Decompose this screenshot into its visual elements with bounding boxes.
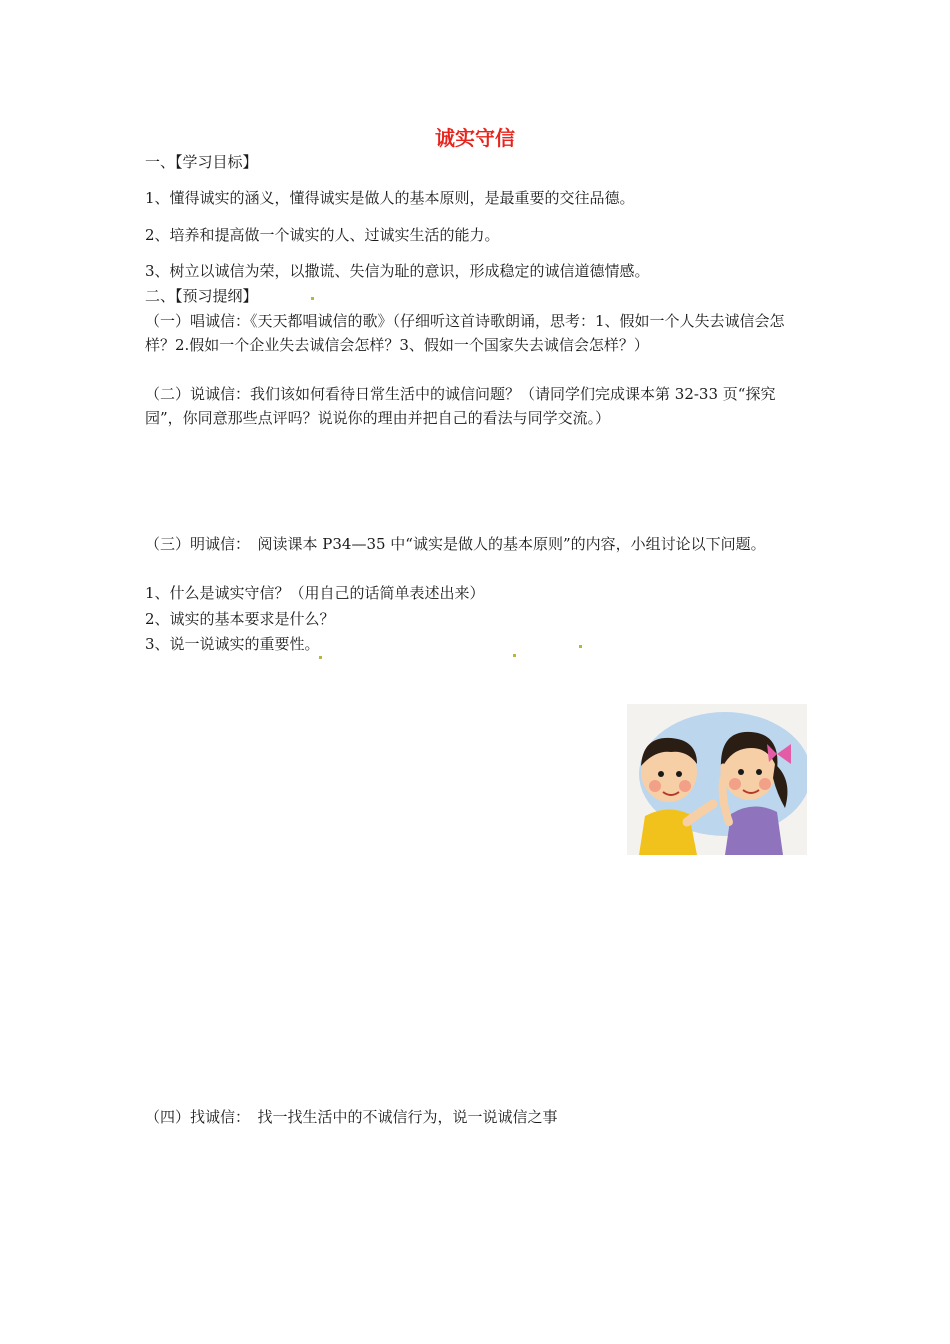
question-3: 3、说一说诚实的重要性。: [145, 635, 320, 653]
section1-heading: 一、【学习目标】: [145, 153, 258, 171]
part3-text: （三）明诚信： 阅读课本 P34—35 中“诚实是做人的基本原则”的内容，小组讨论以下问题。: [145, 535, 766, 553]
children-illustration: [627, 704, 807, 855]
question-1: 1、什么是诚实守信？（用自己的话简单表述出来）: [145, 584, 485, 602]
goal-item-2: 2、培养和提高做一个诚实的人、过诚实生活的能力。: [145, 226, 500, 244]
decor-dot: [319, 656, 322, 659]
page-title: 诚实守信: [435, 126, 515, 150]
goal-item-3: 3、树立以诚信为荣，以撒谎、失信为耻的意识，形成稳定的诚信道德情感。: [145, 262, 650, 280]
part2-text: （二）说诚信：我们该如何看待日常生活中的诚信问题？（请同学们完成课本第 32-33 页“探究园”，你同意那些点评吗？说说你的理由并把自己的看法与同学交流。）: [145, 385, 776, 427]
part1-text: （一）唱诚信：《天天都唱诚信的歌》（仔细听这首诗歌朗诵，思考：1、假如一个人失去诚信会怎样？2.假如一个企业失去诚信会怎样？3、假如一个国家失去诚信会怎样？）: [145, 312, 785, 354]
part4-text: （四）找诚信： 找一找生活中的不诚信行为，说一说诚信之事: [145, 1108, 558, 1126]
decor-dot: [311, 297, 314, 300]
section2-heading: 二、【预习提纲】: [145, 287, 258, 305]
decor-dot: [579, 645, 582, 648]
question-2: 2、诚实的基本要求是什么？: [145, 610, 335, 628]
decor-dot: [513, 654, 516, 657]
goal-item-1: 1、懂得诚实的涵义，懂得诚实是做人的基本原则，是最重要的交往品德。: [145, 189, 635, 207]
